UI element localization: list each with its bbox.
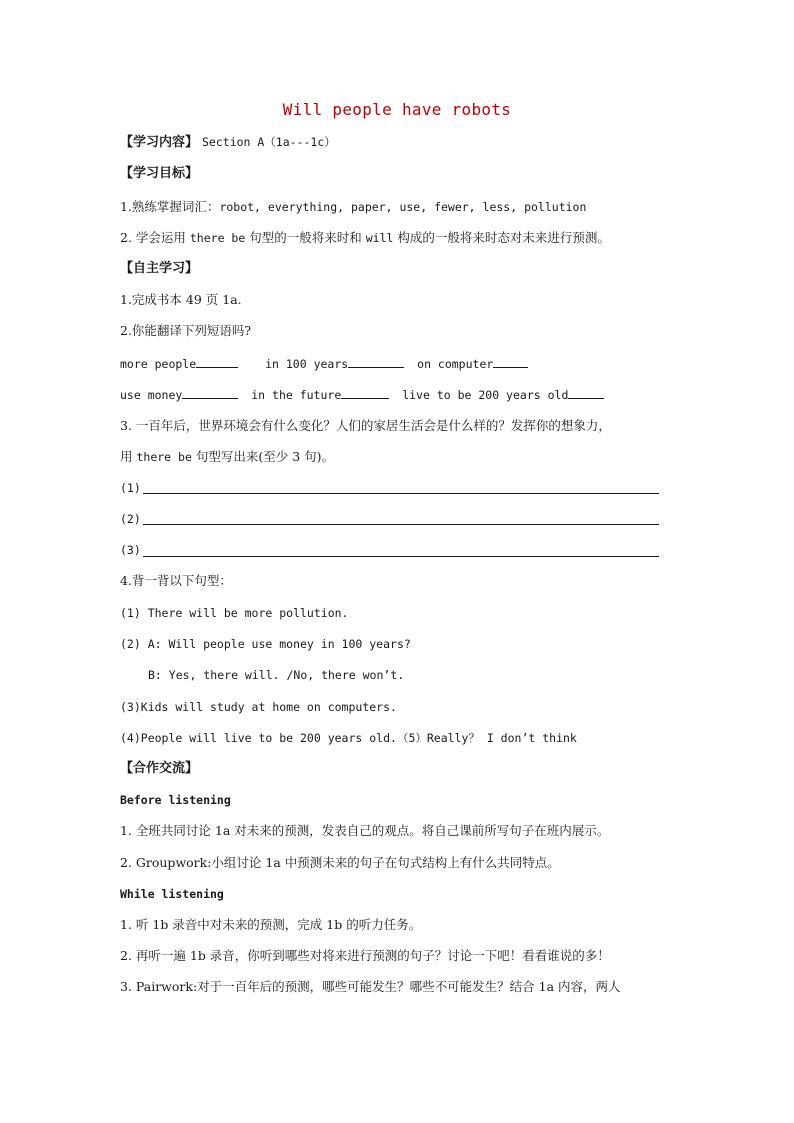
phrase-blank[interactable] (341, 386, 389, 399)
phrases-row-2 (120, 386, 604, 403)
sentence-1: (1) There will be more pollution. (120, 606, 349, 620)
self-study-item-3-line-1: 3. 一百年后，世界环境会有什么变化？人们的家居生活会是什么样的？发挥你的想象力， (120, 418, 611, 433)
goal-item-1-words: robot, everything, paper, use, fewer, less, pollution (219, 200, 587, 214)
sentence-2-reply: B: Yes, there will. /No, there won’t. (148, 668, 405, 682)
self-study-item-1: 1.完成书本 49 页 1a. (120, 292, 242, 307)
while-item-3: 3. Pairwork:对于一百年后的预测，哪些可能发生？哪些不可能发生？结合 1a 内容，两人 (120, 979, 621, 994)
phrase: in 100 years (265, 357, 349, 371)
self-study-item-2: 2.你能翻译下列短语吗? (120, 323, 252, 338)
answer-label-2: (2) (120, 512, 141, 526)
goal-item-2-text-b: there be (189, 231, 246, 245)
item3-text-a: 用 (120, 449, 137, 464)
phrase-blank[interactable] (568, 386, 604, 399)
sentence-2: (2) A: Will people use money in 100 years? (120, 637, 411, 651)
before-listening-heading: Before listening (120, 793, 231, 807)
item3-text-b: there be (136, 450, 192, 464)
goal-item-2 (120, 230, 610, 246)
phrase-blank[interactable] (182, 386, 238, 399)
goal-item-1-prefix: 1.熟练掌握词汇： (120, 199, 220, 214)
before-item-1: 1. 全班共同讨论 1a 对未来的预测，发表自己的观点。将自己课前所写句子在班内展示。 (120, 823, 610, 838)
phrase: in the future (251, 388, 342, 402)
cooperation-heading: 【合作交流】 (120, 761, 199, 776)
sentence-4: (4)People will live to be 200 years old.（5）Really？ I don’t think (120, 731, 577, 745)
goal-item-2-text-e: 构成的一般将来时态对未来进行预测。 (393, 230, 610, 245)
goal-item-2-text-c: 句型的一般将来时和 (245, 230, 366, 245)
goal-item-2-text-a: 2. 学会运用 (120, 230, 190, 245)
answer-line-1[interactable] (143, 477, 659, 494)
phrase: use money (120, 388, 183, 402)
while-item-1: 1. 听 1b 录音中对未来的预测，完成 1b 的听力任务。 (120, 917, 422, 932)
while-listening-heading: While listening (120, 887, 224, 901)
answer-line-3[interactable] (143, 540, 659, 557)
content-label: 【学习内容】 (120, 135, 199, 150)
phrase: on computer (417, 357, 494, 371)
answer-label-1: (1) (120, 481, 141, 495)
self-study-heading: 【自主学习】 (120, 261, 199, 276)
goal-item-2-text-d: will (365, 231, 394, 245)
goals-heading: 【学习目标】 (120, 166, 199, 181)
content-text: Section A（1a---1c） (202, 135, 336, 149)
phrase: live to be 200 years old (402, 388, 569, 402)
phrases-row-1 (120, 355, 528, 372)
phrase-blank[interactable] (493, 355, 528, 368)
phrase-blank[interactable] (348, 355, 404, 368)
content-line (120, 134, 336, 151)
answer-label-3: (3) (120, 543, 141, 557)
phrase: more people (120, 357, 197, 371)
self-study-item-3-line-2 (120, 449, 334, 465)
self-study-item-4: 4.背一背以下句型： (120, 573, 232, 588)
while-item-2: 2. 再听一遍 1b 录音，你听到哪些对将来进行预测的句子？讨论一下吧！看看谁说的多！ (120, 948, 610, 963)
before-item-2: 2. Groupwork:小组讨论 1a 中预测未来的句子在句式结构上有什么共同特点。 (120, 855, 560, 870)
item3-text-c: 句型写出来(至少 3 句)。 (191, 449, 335, 464)
page-title: Will people have robots (282, 100, 512, 119)
goal-item-1 (120, 199, 586, 215)
phrase-blank[interactable] (196, 355, 238, 368)
sentence-3: (3)Kids will study at home on computers. (120, 700, 397, 714)
answer-line-2[interactable] (143, 508, 659, 525)
